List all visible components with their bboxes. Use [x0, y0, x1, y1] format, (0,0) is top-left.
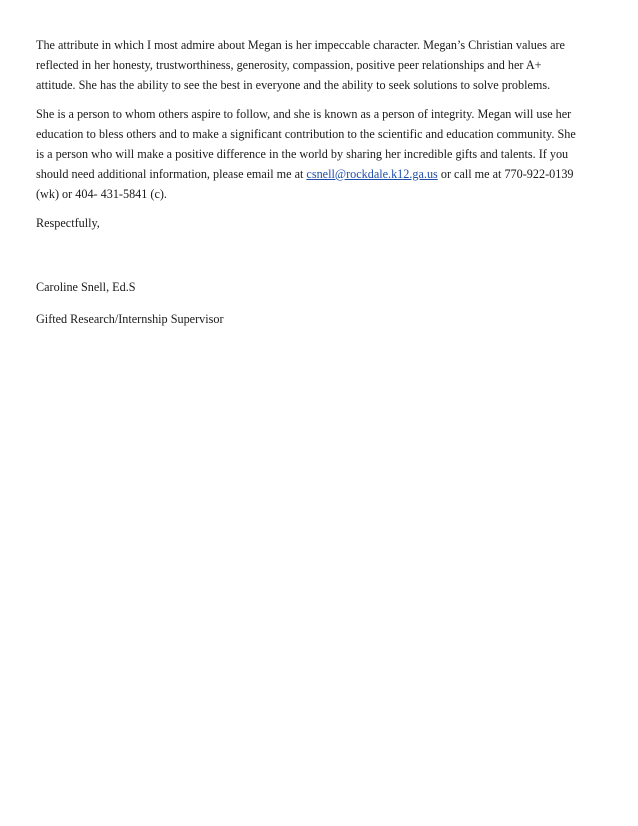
- contact-suffix: or call me at 770-922-0139: [437, 166, 574, 181]
- paragraph-line: is a person who will make a positive difference in the world by sharing her incredible gifts and talents. If you: [36, 146, 569, 161]
- paragraph-line: education to bless others and to make a significant contribution to the scientific and education community. She: [36, 127, 576, 142]
- paragraph-line: She is a person to whom others aspire to follow, and she is known as a person of integrity. Megan will use her: [36, 107, 572, 122]
- paragraph-character: [36, 36, 602, 95]
- paragraph-line: reflected in her honesty, trustworthiness, generosity, compassion, positive peer relationships and her A+: [36, 57, 542, 72]
- paragraph-line: attitude. She has the ability to see the best in everyone and the ability to seek solutions to solve problems.: [36, 77, 551, 92]
- email-link[interactable]: csnell@rockdale.k12.ga.us: [306, 166, 438, 181]
- paragraph-line: (wk) or 404- 431-5841 (c).: [36, 186, 167, 201]
- closing-salutation: Respectfully,: [36, 216, 100, 231]
- paragraph-integrity: [36, 105, 602, 204]
- signature-title: Gifted Research/Internship Supervisor: [36, 311, 224, 326]
- letter-page: [36, 36, 602, 330]
- paragraph-line: The attribute in which I most admire about Megan is her impeccable character. Megan’s Christian values are: [36, 38, 565, 52]
- contact-prefix: should need additional information, please email me at: [36, 166, 307, 181]
- signature-name: Caroline Snell, Ed.S: [36, 280, 136, 295]
- paragraph-line-contact: [36, 165, 602, 185]
